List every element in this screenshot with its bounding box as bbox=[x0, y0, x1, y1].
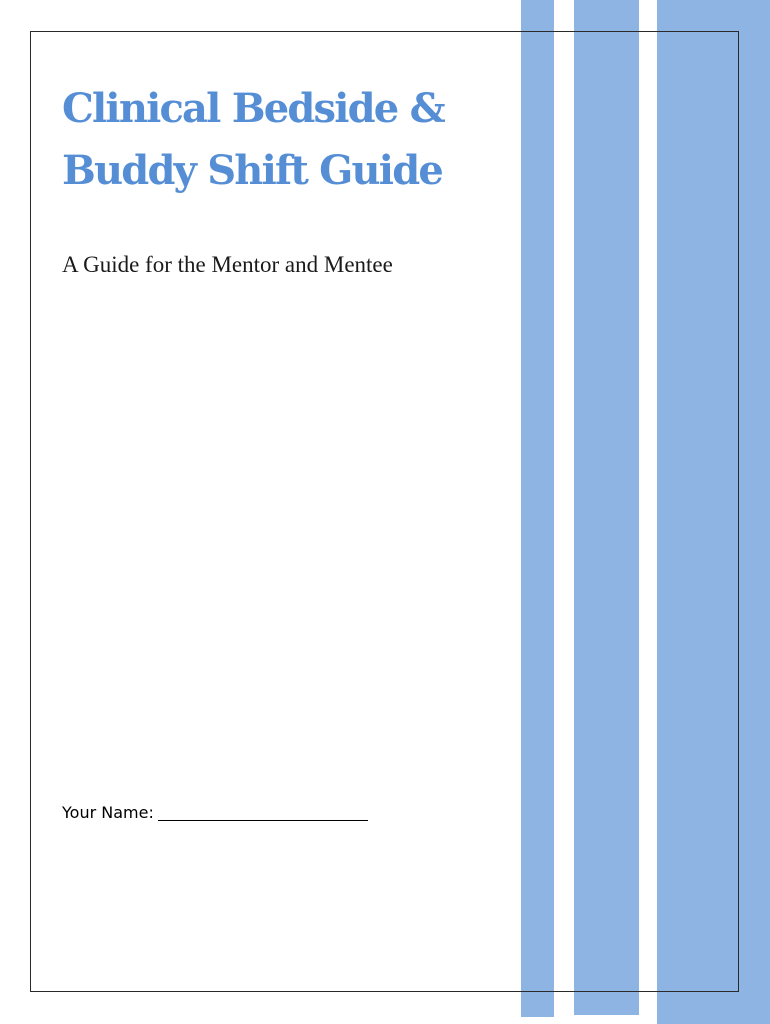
name-blank-line[interactable] bbox=[158, 800, 368, 821]
name-field-row bbox=[62, 800, 368, 825]
title-line-2: Buddy Shift Guide bbox=[62, 147, 443, 194]
document-subtitle: A Guide for the Mentor and Mentee bbox=[62, 252, 393, 277]
document-title bbox=[62, 78, 502, 202]
title-line-1: Clinical Bedside & bbox=[62, 85, 444, 132]
name-label: Your Name: bbox=[62, 803, 154, 822]
